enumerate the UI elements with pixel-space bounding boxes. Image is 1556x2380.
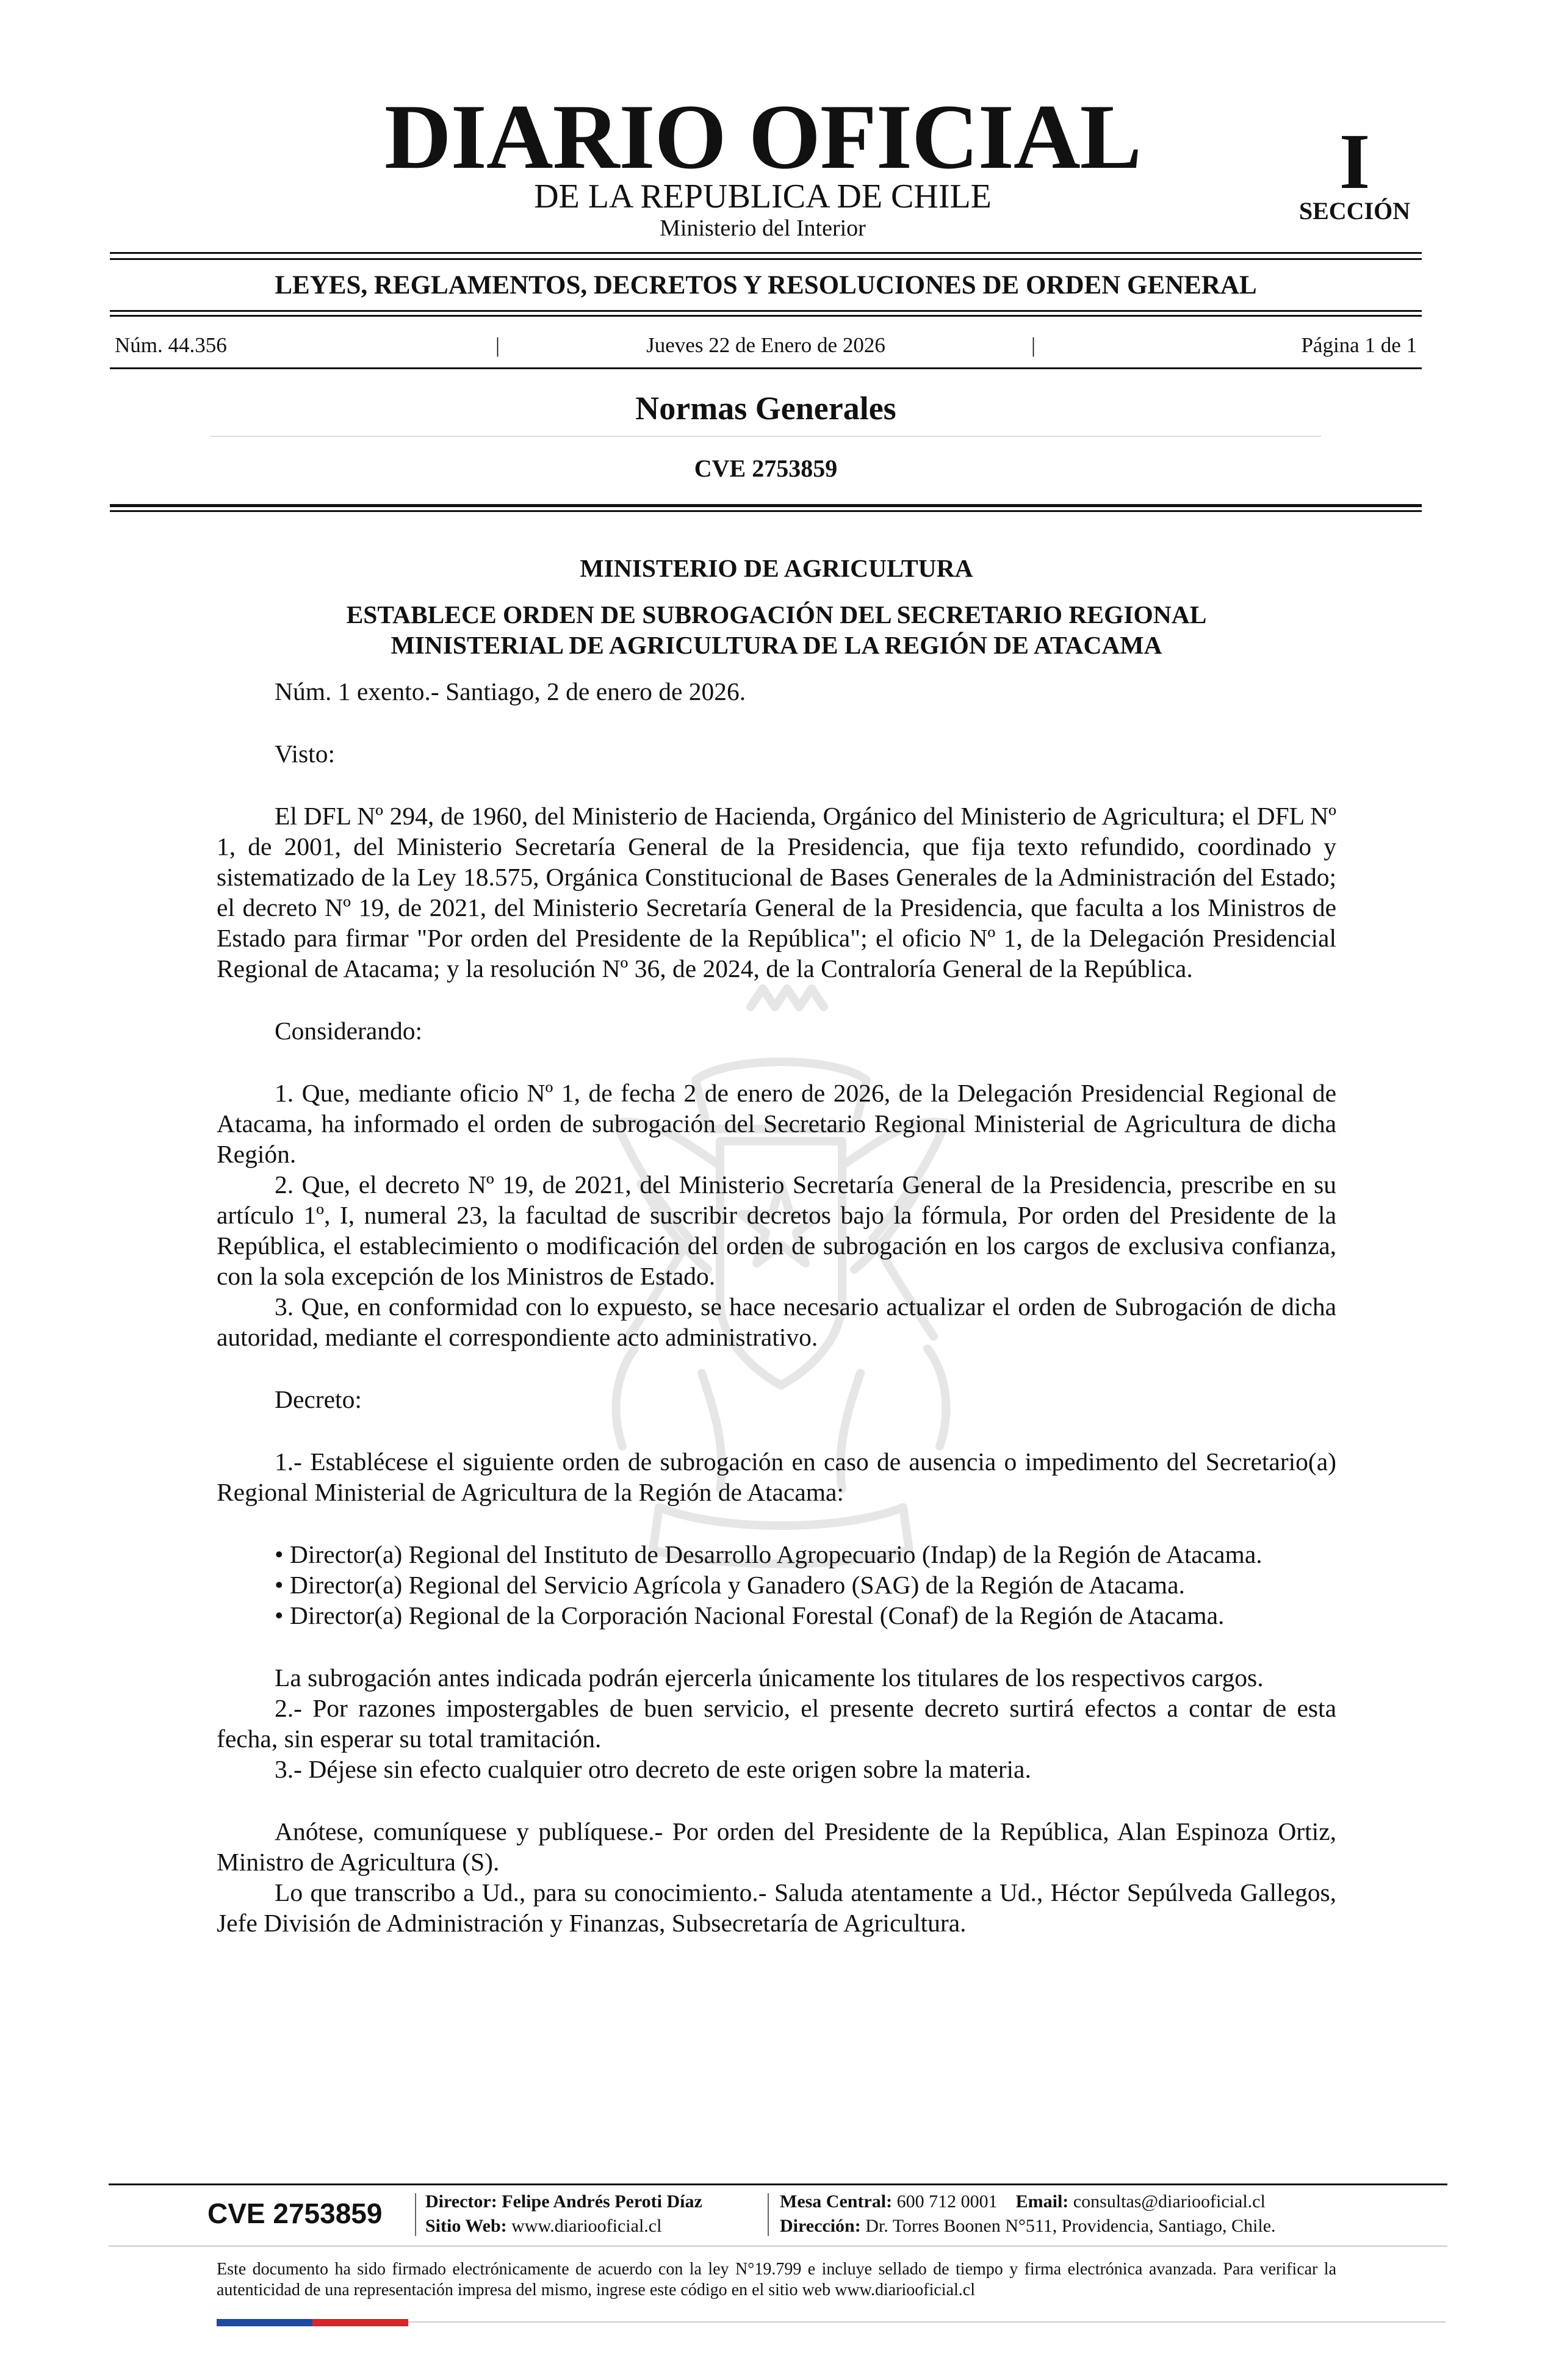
section-title: Normas Generales bbox=[635, 390, 896, 427]
footer-divider bbox=[768, 2193, 769, 2236]
issue-date: Jueves 22 de Enero de 2026 bbox=[646, 333, 885, 357]
decreto-label: Decreto: bbox=[275, 1385, 362, 1413]
director-name: Felipe Andrés Peroti Díaz bbox=[502, 2191, 702, 2212]
visto-label: Visto: bbox=[275, 740, 335, 768]
visto-paragraph: El DFL Nº 294, de 1960, del Ministerio de Hacienda, Orgánico del Ministerio de Agricultura; el DFL Nº 1, de 2001, del Ministerio Secretaría General de la Presidencia, que fija texto refundido, coordinado y sistematizado de la Ley 18.575, Orgánica Constitucional de Bases Generales de la Administración del Estado; el decreto Nº 19, de 2021, del Ministerio Secretaría General de la Presidencia, que faculta a los Ministros de Estado para firmar "Por orden del Presidente de la República"; el oficio Nº 1, de la Delegación Presidencial Regional de Atacama; y la resolución Nº 36, de 2024, de la Contraloría General de la República. bbox=[217, 802, 1336, 983]
article-3: 3.- Déjese sin efecto cualquier otro decreto de este origen sobre la materia. bbox=[275, 1755, 1031, 1783]
banner-rule-2 bbox=[110, 315, 1422, 317]
subrogation-bullet: • Director(a) Regional del Instituto de Desarrollo Agropecuario (Indap) de la Región de Atacama. bbox=[275, 1540, 1262, 1568]
phone-number: 600 712 0001 bbox=[896, 2191, 998, 2212]
header-rule-1 bbox=[110, 504, 1422, 507]
address-label: Dirección: bbox=[780, 2216, 861, 2236]
banner-rule-1 bbox=[110, 310, 1422, 312]
address-text: Dr. Torres Boonen N°511, Providencia, Santiago, Chile. bbox=[865, 2216, 1276, 2236]
flag-stripe-red bbox=[312, 2319, 408, 2326]
footer-rule bbox=[109, 2183, 1447, 2185]
decree-number-line: Núm. 1 exento.- Santiago, 2 de enero de 2026. bbox=[275, 677, 746, 705]
page-indicator: Página 1 de 1 bbox=[1301, 333, 1417, 357]
closing-paragraph-2: Lo que transcribo a Ud., para su conocimiento.- Saluda atentamente a Ud., Héctor Sepúlveda Gallegos, Jefe División de Administración y Finanzas, Subsecretaría de Agricultura. bbox=[217, 1878, 1336, 1937]
considerando-label: Considerando: bbox=[275, 1017, 423, 1045]
considerando-item: 1. Que, mediante oficio Nº 1, de fecha 2 de enero de 2026, de la Delegación Presidencial Regional de Atacama, ha informado el orden de subrogación del Secretario Regional Ministerial de Agricultura de dicha Región. bbox=[217, 1079, 1336, 1168]
cve-code: CVE 2753859 bbox=[694, 455, 838, 482]
document-ministry: MINISTERIO DE AGRICULTURA bbox=[580, 554, 973, 582]
email-label: Email: bbox=[1015, 2191, 1069, 2212]
footer-divider bbox=[415, 2193, 416, 2236]
flag-stripe-blue bbox=[217, 2319, 312, 2326]
footer-cve-code: CVE 2753859 bbox=[207, 2198, 383, 2229]
section-label: SECCIÓN bbox=[1298, 197, 1411, 225]
flag-stripe-line bbox=[408, 2321, 1446, 2323]
website-link[interactable]: www.diariooficial.cl bbox=[511, 2216, 662, 2236]
masthead-ministry: Ministerio del Interior bbox=[660, 215, 866, 241]
masthead-subtitle: DE LA REPUBLICA DE CHILE bbox=[534, 178, 992, 215]
phone-label: Mesa Central: bbox=[780, 2191, 893, 2212]
footer-legal-text: Este documento ha sido firmado electrónicamente de acuerdo con la ley N°19.799 e incluye sellado de tiempo y firma electrónica avanzada. Para verificar la autenticidad de una representación impresa del mismo, ingrese este código en el sitio web www.diariooficial.cl bbox=[217, 2260, 1336, 2299]
section-numeral: I bbox=[1339, 118, 1371, 206]
subrogation-note: La subrogación antes indicada podrán ejercerla únicamente los titulares de los respectivos cargos. bbox=[275, 1664, 1264, 1692]
considerando-item: 2. Que, el decreto Nº 19, de 2021, del Ministerio Secretaría General de la Presidencia, prescribe en su artículo 1º, I, numeral 23, la facultad de suscribir decretos bajo la fórmula, Por orden del Presidente de la República, el establecimiento o modificación del orden de subrogación en los cargos de exclusiva confianza, con la sola excepción de los Ministros de Estado. bbox=[217, 1170, 1336, 1290]
masthead-rule-1 bbox=[110, 252, 1422, 254]
footer-contact-block bbox=[780, 2190, 1276, 2238]
section-title-rule bbox=[211, 436, 1321, 437]
document-body bbox=[217, 553, 1336, 1938]
info-separator: | bbox=[1031, 333, 1036, 357]
infobar-rule bbox=[110, 367, 1422, 369]
masthead-rule-2 bbox=[110, 258, 1422, 260]
issue-number: Núm. 44.356 bbox=[115, 333, 227, 357]
document-heading-line-1: ESTABLECE ORDEN DE SUBROGACIÓN DEL SECRETARIO REGIONAL bbox=[346, 600, 1207, 629]
masthead-title: DIARIO OFICIAL bbox=[384, 85, 1142, 188]
article-1: 1.- Establécese el siguiente orden de subrogación en caso de ausencia o impedimento del Secretario(a) Regional Ministerial de Agricultura de la Región de Atacama: bbox=[217, 1448, 1336, 1506]
info-separator: | bbox=[495, 333, 500, 357]
website-label: Sitio Web: bbox=[425, 2216, 507, 2236]
article-2: 2.- Por razones impostergables de buen servicio, el presente decreto surtirá efectos a contar de esta fecha, sin esperar su total tramitación. bbox=[217, 1694, 1336, 1753]
email-link[interactable]: consultas@diariooficial.cl bbox=[1073, 2191, 1266, 2212]
closing-paragraph-1: Anótese, comuníquese y publíquese.- Por orden del Presidente de la República, Alan Espinoza Ortiz, Ministro de Agricultura (S). bbox=[217, 1817, 1336, 1876]
footer-director-block bbox=[425, 2190, 702, 2238]
document-heading-line-2: MINISTERIAL DE AGRICULTURA DE LA REGIÓN DE ATACAMA bbox=[391, 631, 1162, 659]
header-rule-2 bbox=[110, 510, 1422, 512]
director-label: Director: bbox=[425, 2191, 497, 2212]
subrogation-bullet: • Director(a) Regional del Servicio Agrícola y Ganadero (SAG) de la Región de Atacama. bbox=[275, 1571, 1185, 1599]
subrogation-bullet: • Director(a) Regional de la Corporación Nacional Forestal (Conaf) de la Región de Atacama. bbox=[275, 1601, 1225, 1629]
considerando-item: 3. Que, en conformidad con lo expuesto, se hace necesario actualizar el orden de Subrogación de dicha autoridad, mediante el correspondiente acto administrativo. bbox=[217, 1293, 1336, 1351]
banner-title: LEYES, REGLAMENTOS, DECRETOS Y RESOLUCIONES DE ORDEN GENERAL bbox=[275, 271, 1257, 300]
